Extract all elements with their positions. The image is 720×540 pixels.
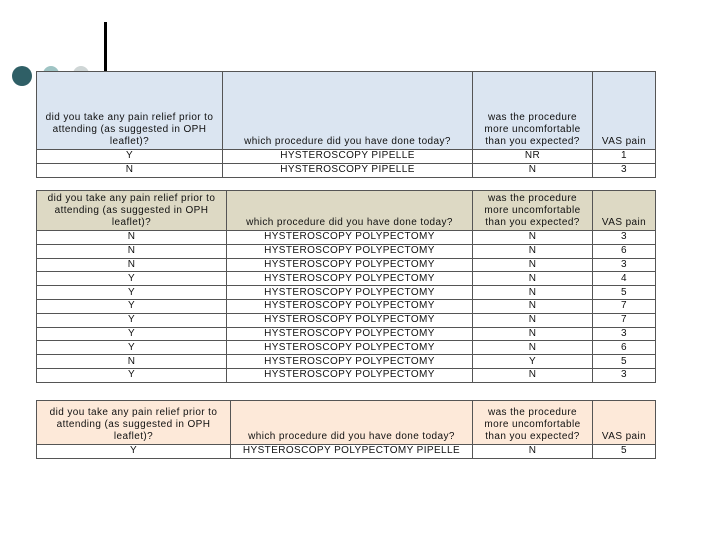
cell-procedure: HYSTEROSCOPY POLYPECTOMY [227, 231, 473, 245]
cell-uncomfortable: N [473, 299, 593, 313]
cell-vas: 4 [593, 272, 656, 286]
cell-relief: Y [37, 299, 227, 313]
cell-uncomfortable: N [473, 286, 593, 300]
cell-procedure: HYSTEROSCOPY POLYPECTOMY [227, 368, 473, 382]
cell-vas: 3 [593, 258, 656, 272]
cell-uncomfortable: N [473, 163, 593, 177]
table-row [37, 231, 656, 245]
header-vas-pain: VAS pain [593, 401, 656, 445]
cell-uncomfortable: Y [473, 355, 593, 369]
table-row [37, 341, 656, 355]
cell-relief: N [37, 244, 227, 258]
cell-procedure: HYSTEROSCOPY POLYPECTOMY [227, 341, 473, 355]
cell-procedure: HYSTEROSCOPY POLYPECTOMY [227, 244, 473, 258]
table-row [37, 355, 656, 369]
table-row [37, 163, 656, 177]
cell-relief: Y [37, 327, 227, 341]
cell-vas: 3 [593, 327, 656, 341]
cell-procedure: HYSTEROSCOPY POLYPECTOMY PIPELLE [231, 445, 473, 459]
header-vas-pain: VAS pain [593, 191, 656, 231]
cell-uncomfortable: N [473, 341, 593, 355]
header-pain-relief: did you take any pain relief prior to attending (as suggested in OPH leaflet)? [37, 72, 223, 150]
cell-procedure: HYSTEROSCOPY POLYPECTOMY [227, 258, 473, 272]
cell-uncomfortable: N [473, 258, 593, 272]
cell-uncomfortable: N [473, 445, 593, 459]
table-row [37, 313, 656, 327]
cell-relief: N [37, 231, 227, 245]
header-vas-pain: VAS pain [593, 72, 656, 150]
cell-vas: 1 [593, 150, 656, 164]
cell-procedure: HYSTEROSCOPY POLYPECTOMY [227, 286, 473, 300]
cell-relief: Y [37, 341, 227, 355]
cell-vas: 5 [593, 445, 656, 459]
table-row [37, 299, 656, 313]
cell-relief: Y [37, 286, 227, 300]
cell-procedure: HYSTEROSCOPY POLYPECTOMY [227, 313, 473, 327]
cell-vas: 6 [593, 341, 656, 355]
cell-procedure: HYSTEROSCOPY POLYPECTOMY [227, 299, 473, 313]
cell-relief: Y [37, 313, 227, 327]
header-pain-relief: did you take any pain relief prior to attending (as suggested in OPH leaflet)? [37, 401, 231, 445]
cell-uncomfortable: N [473, 244, 593, 258]
cell-procedure: HYSTEROSCOPY POLYPECTOMY [227, 327, 473, 341]
cell-relief: Y [37, 150, 223, 164]
header-uncomfortable: was the procedure more uncomfortable than you expected? [473, 191, 593, 231]
table-header-row [37, 401, 656, 445]
cell-procedure: HYSTEROSCOPY POLYPECTOMY [227, 355, 473, 369]
table-row [37, 327, 656, 341]
cell-relief: Y [37, 445, 231, 459]
table-row [37, 244, 656, 258]
table-row [37, 368, 656, 382]
cell-uncomfortable: N [473, 368, 593, 382]
polypectomy-pipelle-table [36, 400, 656, 459]
cell-vas: 3 [593, 368, 656, 382]
table-row [37, 445, 656, 459]
cell-uncomfortable: N [473, 327, 593, 341]
decorative-dot-dark [12, 66, 32, 86]
table-row [37, 150, 656, 164]
cell-uncomfortable: N [473, 272, 593, 286]
cell-vas: 5 [593, 286, 656, 300]
table-row [37, 258, 656, 272]
cell-uncomfortable: N [473, 231, 593, 245]
cell-procedure: HYSTEROSCOPY PIPELLE [223, 150, 473, 164]
cell-vas: 6 [593, 244, 656, 258]
cell-procedure: HYSTEROSCOPY POLYPECTOMY [227, 272, 473, 286]
header-procedure: which procedure did you have done today? [231, 401, 473, 445]
cell-procedure: HYSTEROSCOPY PIPELLE [223, 163, 473, 177]
cell-relief: Y [37, 368, 227, 382]
cell-relief: N [37, 355, 227, 369]
table-header-row [37, 72, 656, 150]
cell-vas: 7 [593, 299, 656, 313]
header-pain-relief: did you take any pain relief prior to attending (as suggested in OPH leaflet)? [37, 191, 227, 231]
cell-vas: 5 [593, 355, 656, 369]
table-row [37, 286, 656, 300]
cell-vas: 3 [593, 231, 656, 245]
header-procedure: which procedure did you have done today? [223, 72, 473, 150]
header-uncomfortable: was the procedure more uncomfortable than you expected? [473, 72, 593, 150]
cell-relief: N [37, 258, 227, 272]
cell-vas: 3 [593, 163, 656, 177]
cell-uncomfortable: N [473, 313, 593, 327]
cell-relief: Y [37, 272, 227, 286]
table-row [37, 272, 656, 286]
header-uncomfortable: was the procedure more uncomfortable than you expected? [473, 401, 593, 445]
polypectomy-table [36, 190, 656, 383]
pipelle-table [36, 71, 656, 178]
header-procedure: which procedure did you have done today? [227, 191, 473, 231]
table-header-row [37, 191, 656, 231]
cell-relief: N [37, 163, 223, 177]
cell-uncomfortable: NR [473, 150, 593, 164]
cell-vas: 7 [593, 313, 656, 327]
